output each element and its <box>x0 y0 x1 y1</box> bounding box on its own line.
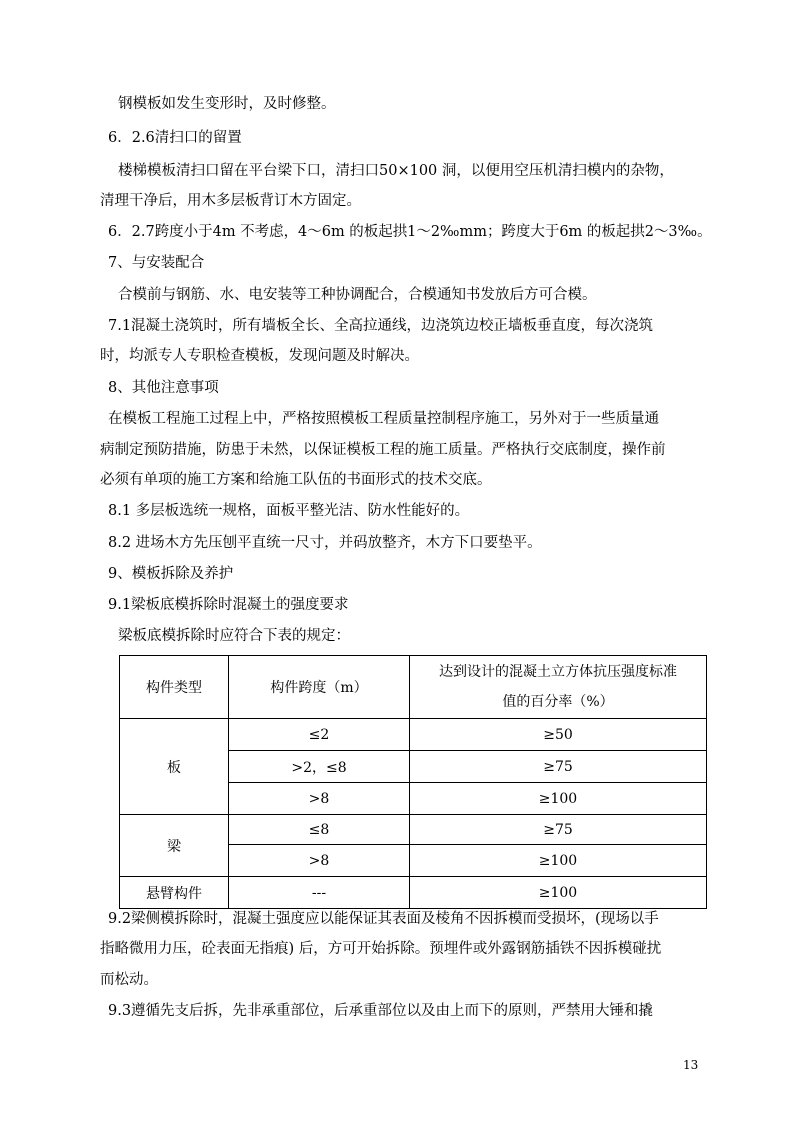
span-cell: >8 <box>229 845 410 877</box>
pct-cell: ≥50 <box>410 719 707 751</box>
pct-cell: ≥100 <box>410 877 707 909</box>
paragraph-line: 钢模板如发生变形时，及时修整。 <box>118 96 336 112</box>
pct-cell: ≥75 <box>410 815 707 845</box>
pct-cell: ≥100 <box>410 783 707 815</box>
span-cell: >8 <box>229 783 410 815</box>
pct-cell: ≥100 <box>410 845 707 877</box>
paragraph-line: 8.2 进场木方先压刨平直统一尺寸，并码放整齐，木方下口要垫平。 <box>108 535 542 551</box>
page-number: 13 <box>683 1058 699 1072</box>
header-cell <box>410 656 707 719</box>
span-cell: ≤8 <box>229 815 410 845</box>
paragraph-line: 病制定预防措施，防患于未然，以保证模板工程的施工质量。严格执行交底制度，操作前 <box>100 442 666 458</box>
header-line: 达到设计的混凝土立方体抗压强度标准 <box>439 664 677 680</box>
paragraph-line: 指略微用力压，砼表面无指痕) 后，方可开始拆除。预埋件或外露钢筋插铁不因拆模碰扰 <box>100 941 662 957</box>
type-cell: 悬臂构件 <box>120 877 229 909</box>
header-cell: 构件类型 <box>120 656 229 719</box>
paragraph-line: 必须有单项的施工方案和给施工队伍的书面形式的技术交底。 <box>100 472 492 488</box>
strength-requirement-table <box>119 655 707 909</box>
paragraph-line: 8.1 多层板选统一规格，面板平整光洁、防水性能好的。 <box>108 503 470 519</box>
section-heading: 9.1梁板底模拆除时混凝土的强度要求 <box>108 597 349 613</box>
type-cell: 梁 <box>120 815 229 877</box>
span-cell: >2，≤8 <box>229 751 410 783</box>
table-row <box>120 719 707 751</box>
header-line: 值的百分率（%） <box>502 694 614 710</box>
span-cell: ≤2 <box>229 719 410 751</box>
paragraph-line: 9.3遵循先支后拆，先非承重部位，后承重部位以及由上而下的原则，严禁用大锤和撬 <box>108 1003 654 1019</box>
paragraph-line: 在模板工程施工过程上中，严格按照模板工程质量控制程序施工，另外对于一些质量通 <box>108 411 659 427</box>
paragraph-line: 7.1混凝土浇筑时，所有墙板全长、全高拉通线，边浇筑边校正墙板垂直度，每次浇筑 <box>108 318 654 334</box>
paragraph-line: 清理干净后，用木多层板背订木方固定。 <box>100 193 361 209</box>
header-cell: 构件跨度（m） <box>229 656 410 719</box>
section-heading: 8、其他注意事项 <box>108 380 219 396</box>
paragraph-line: 楼梯模板清扫口留在平台梁下口，清扫口50×100 洞，以便用空压机清扫模内的杂物， <box>118 163 674 179</box>
paragraph-line: 梁板底模拆除时应符合下表的规定： <box>118 628 350 644</box>
paragraph-line: 6．2.7跨度小于4m 不考虑，4～6m 的板起拱1～2‰mm；跨度大于6m 的板起拱2～3‰。 <box>108 224 712 240</box>
section-heading: 9、模板拆除及养护 <box>108 566 234 582</box>
pct-cell: ≥75 <box>410 751 707 783</box>
paragraph-line: 而松动。 <box>100 972 158 988</box>
paragraph-line: 时，均派专人专职检查模板，发现问题及时解决。 <box>100 348 419 364</box>
section-heading: 7、与安装配合 <box>108 255 205 271</box>
paragraph-line: 合模前与钢筋、水、电安装等工种协调配合，合模通知书发放后方可合模。 <box>118 287 597 303</box>
table-row <box>120 877 707 909</box>
span-cell: --- <box>229 877 410 909</box>
type-cell: 板 <box>120 719 229 815</box>
section-heading: 6．2.6清扫口的留置 <box>108 130 242 146</box>
paragraph-line: 9.2梁侧模拆除时，混凝土强度应以能保证其表面及棱角不因拆模而受损坏，(现场以手 <box>108 911 659 927</box>
table-header-row <box>120 656 707 719</box>
table-row <box>120 815 707 845</box>
